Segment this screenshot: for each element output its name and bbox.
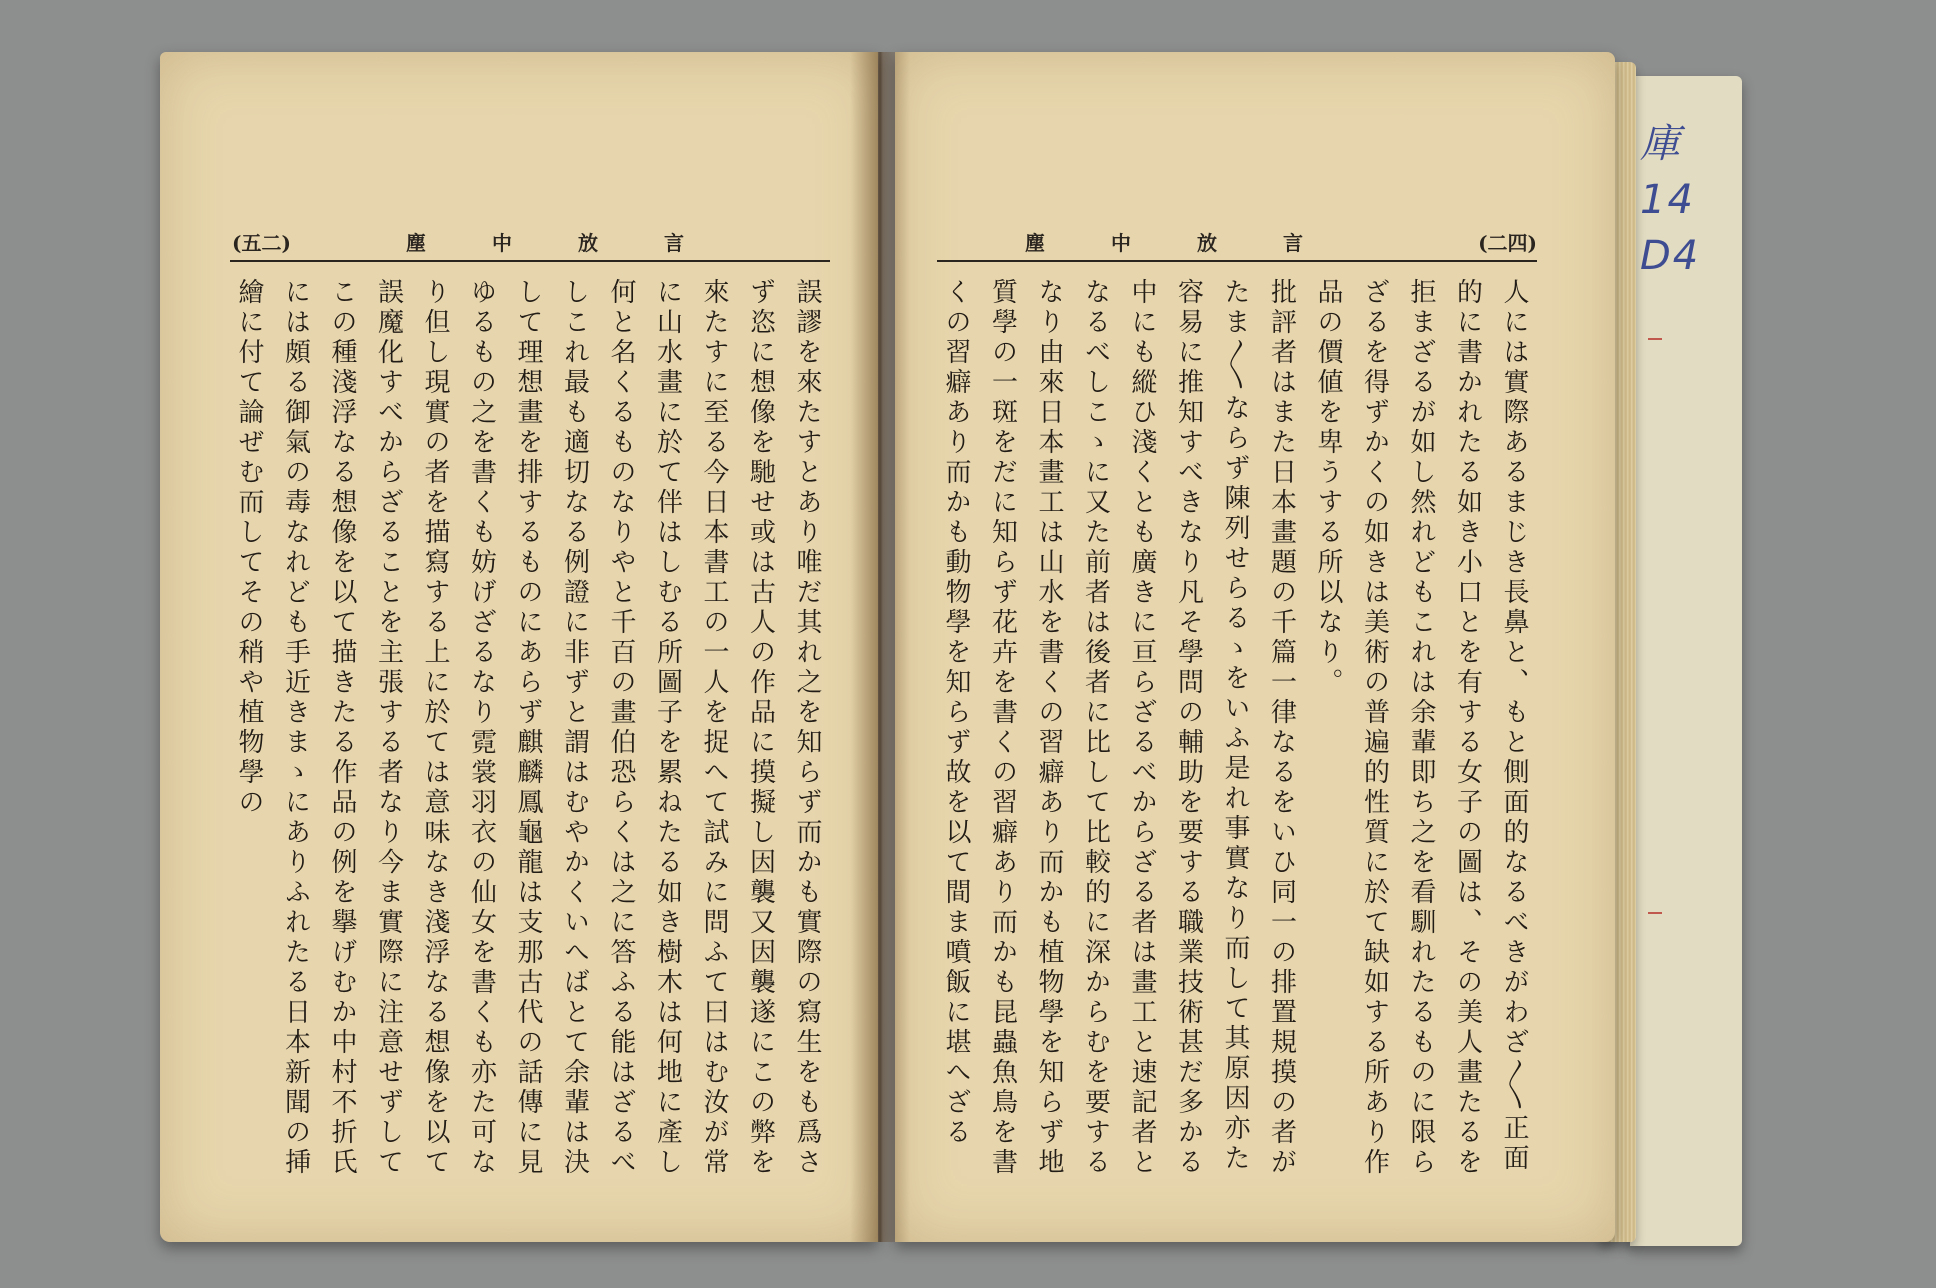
call-number-line-1: 庫14 xyxy=(1640,121,1695,223)
page-marker-tick xyxy=(1648,338,1662,340)
left-page-number: (五二) xyxy=(232,231,291,255)
left-body-text: 誤謬を來たすとあり唯だ其れ之を知らず而かも實際の寫生をも爲さず恣に想像を馳せ或は古人の作品に摸擬し因襲又因襲遂にこの弊を來たすに至る今日本書工の一人を捉へて試みに問ふて曰はむ汝が常に山水畫に於て伴はしむる所圖子を累ねたる如き樹木は何地に產し何と名くるものなりやと千百の畫伯恐らくは之に答ふる能はざるべしこれ最も適切なる例證に非ずと謂はむやかくいへばとて余輩は決して理想畫を排するものにあらず麒麟鳳龜龍は支那古代の話傳に見ゆるもの之を書くも妨げざるなり霓裳羽衣の仙女を書くも亦た可なり但し現實の者を描寫する上に於ては意味なき淺浮なる想像を以て誤魔化すべからざることを主張する者なり今ま實際に注意せずしてこの種淺浮なる想像を以て描きたる作品の例を擧げむか中村不折氏には頗る御氣の毒なれども手近きまゝにありふれたる日本新聞の挿繪に付て論ぜむ而してその稍や植物學の xyxy=(234,278,822,1178)
left-running-title: 塵中放言 xyxy=(406,231,750,255)
page-marker-tick xyxy=(1648,912,1662,914)
handwritten-call-number xyxy=(1640,116,1730,284)
right-body-text: 人には實際あるまじき長鼻と、もと側面的なるべきがわざ〳〵正面的に書かれたる如き小口とを有する女子の圖は、その美人畫たるを拒まざるが如し然れどもこれは余輩即ち之を看馴れたるものに限らざるを得ずかくの如きは美術の普遍的性質に於て缺如する所あり作品の價値を卑うする所以なり。 批評者はまた日本畫題の千篇一律なるをいひ同一の排置規摸の者がたま〳〵ならず陳列せらるゝをいふ是れ事實なり而して其原因亦た容易に推知すべきなり凡そ學問の輔助を要する職業技術甚だ多かる中にも縱ひ淺くとも廣きに亘らざるべからざる者は畫工と速記者となるべしこゝに又た前者は後者に比して比較的に深からむを要するなり由來日本畫工は山水を書くの習癖あり而かも植物學を知らず地質學の一斑をだに知らず花卉を書くの習癖あり而かも昆蟲魚鳥を書くの習癖あり而かも動物學を知らず故を以て間ま噴飯に堪へざる xyxy=(941,278,1529,1178)
left-page xyxy=(160,52,878,1242)
right-running-title: 塵中放言 xyxy=(1025,231,1369,255)
right-running-head xyxy=(937,228,1537,262)
left-running-head xyxy=(230,228,830,262)
open-book xyxy=(160,52,1760,1252)
back-cover xyxy=(1630,76,1742,1246)
right-page-number: (二四) xyxy=(1478,231,1537,255)
right-page xyxy=(895,52,1615,1242)
call-number-line-2: D4 xyxy=(1640,233,1701,279)
